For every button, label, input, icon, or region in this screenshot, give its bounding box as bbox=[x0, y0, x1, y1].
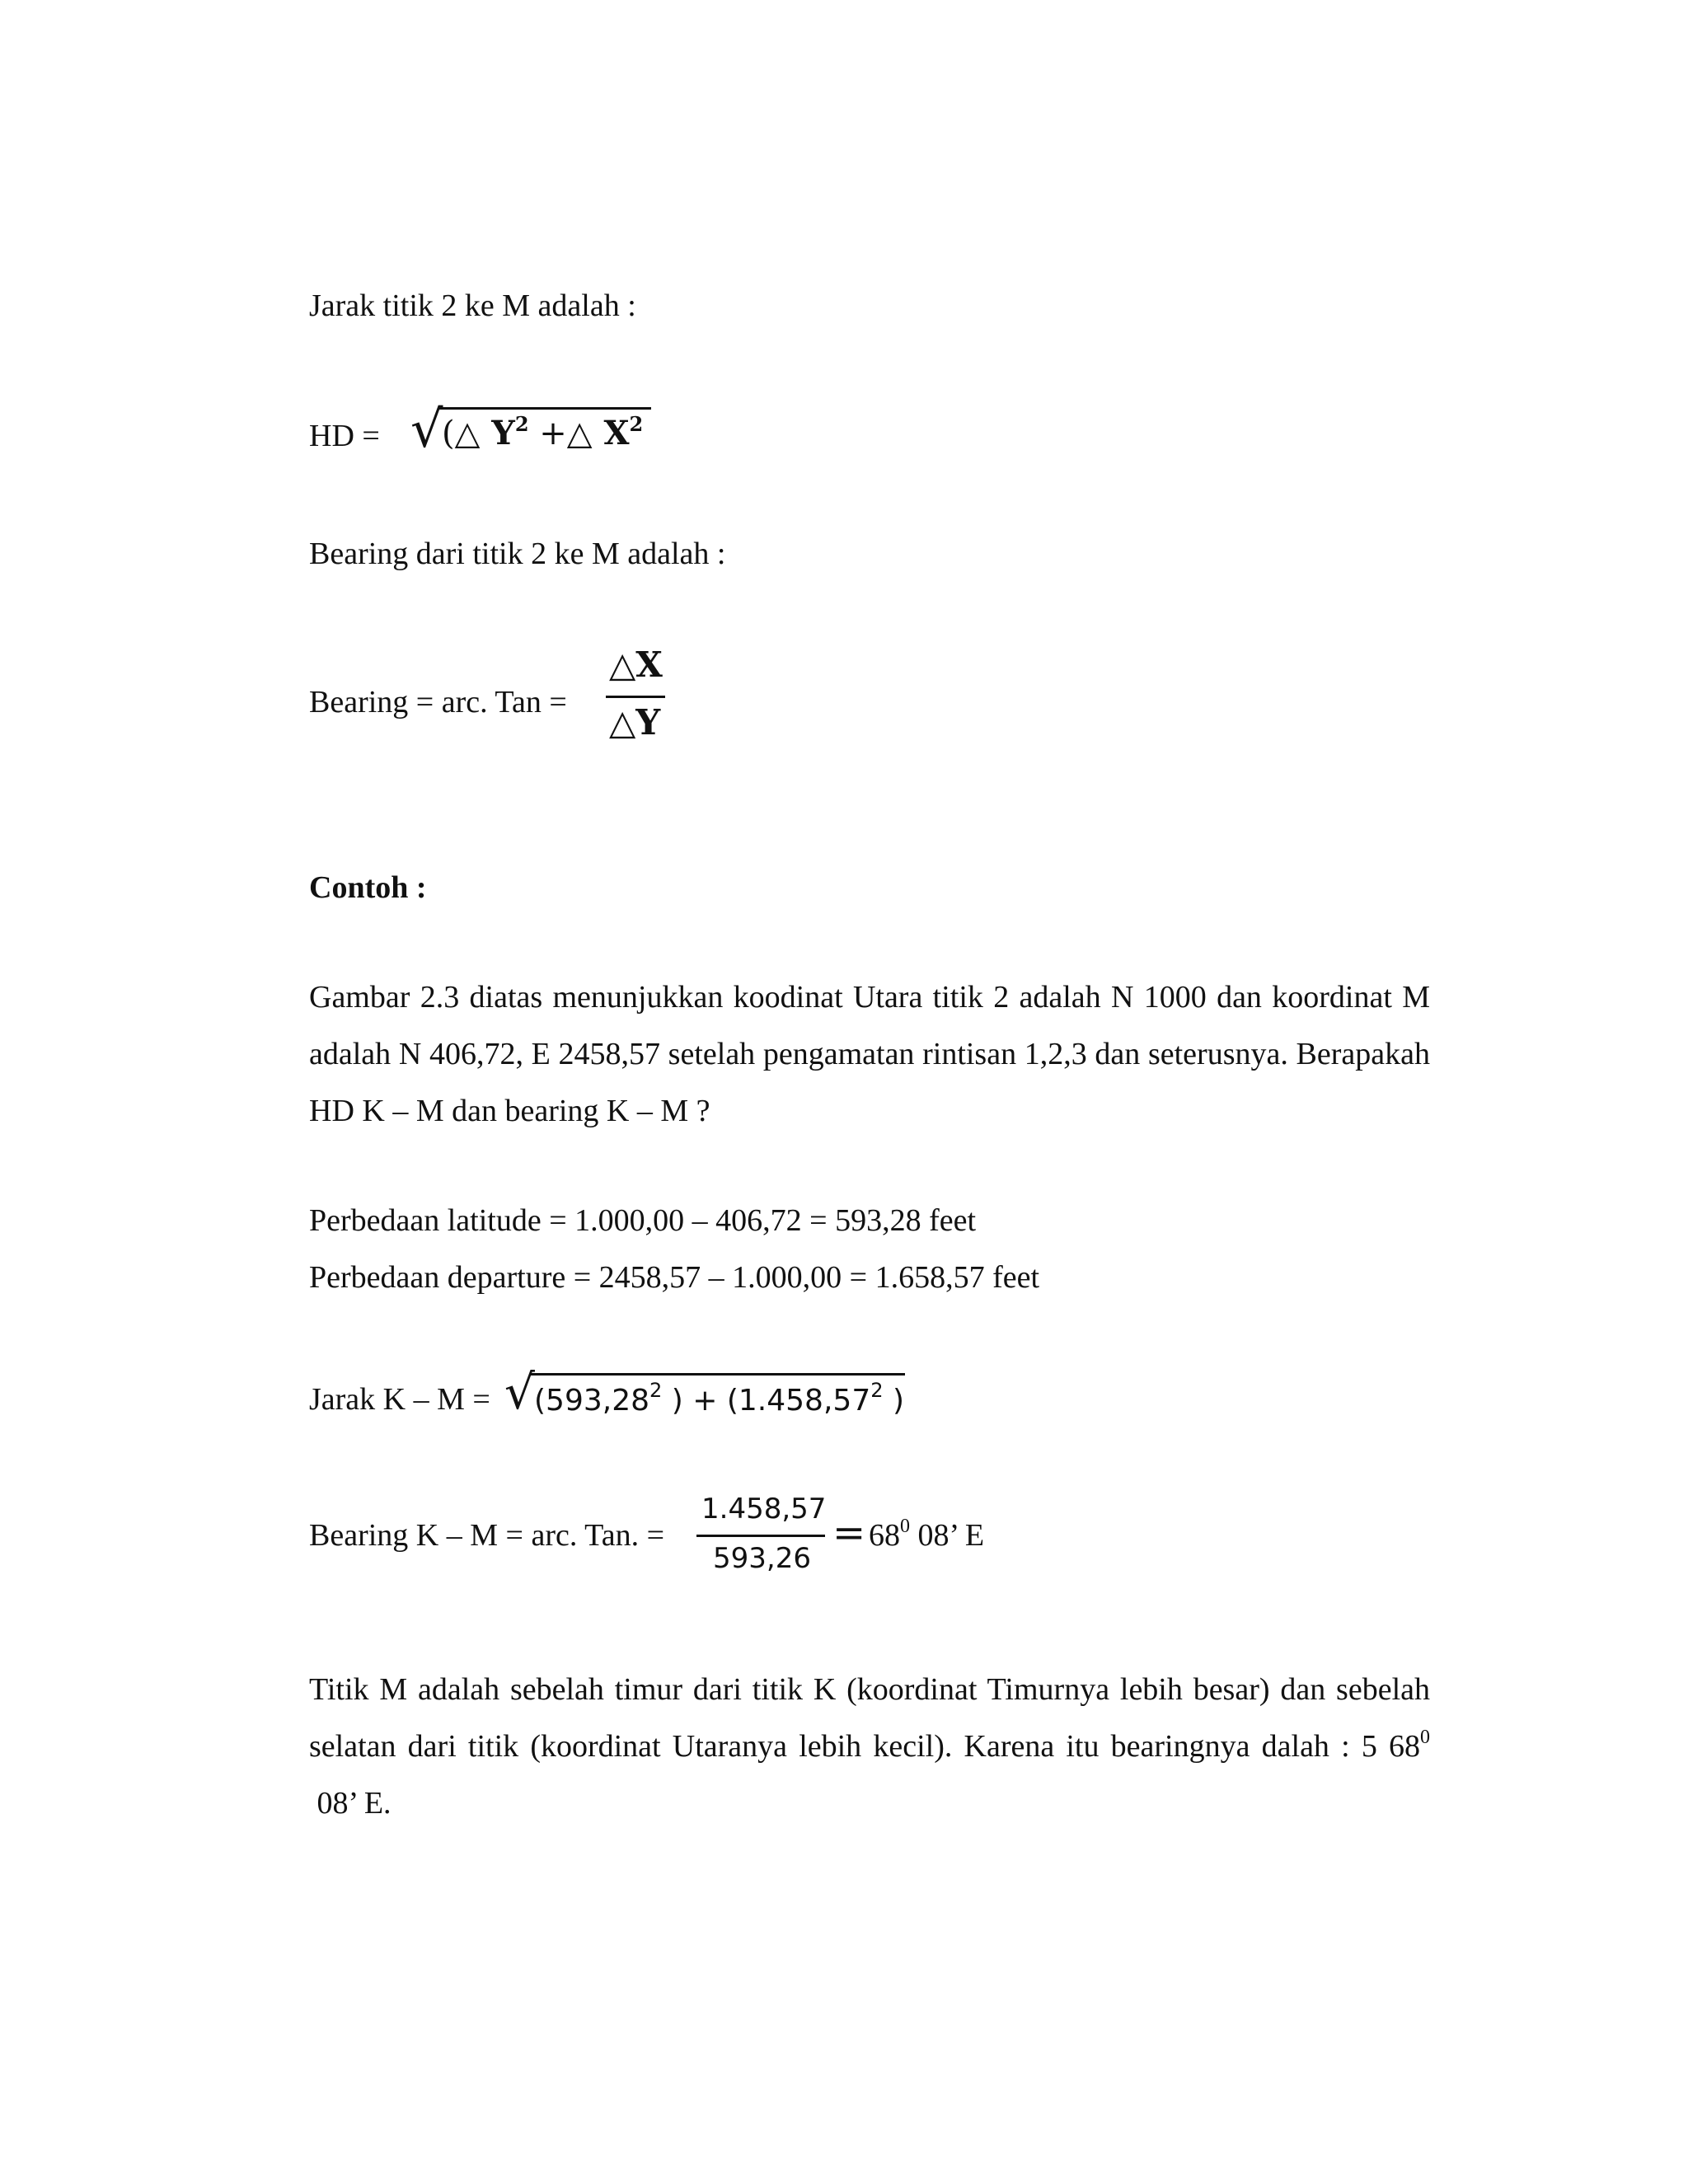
bearing-km-denominator: 593,26 bbox=[713, 1542, 811, 1575]
conclusion-degree-sup: 0 bbox=[1420, 1727, 1430, 1748]
result-degree-sup: 0 bbox=[900, 1516, 910, 1537]
hd-expression bbox=[442, 412, 644, 452]
exp-1: 2 bbox=[649, 1379, 663, 1402]
departure-difference: Perbedaan departure = 2458,57 – 1.000,00 = 1.658,57 feet bbox=[309, 1260, 1040, 1295]
bearing-km-fraction-bar bbox=[696, 1535, 825, 1537]
delta-x: △ X bbox=[566, 414, 630, 452]
fraction-denominator: △Y bbox=[609, 702, 661, 743]
distance-label: Jarak K – M = bbox=[309, 1382, 490, 1417]
hd-formula bbox=[410, 399, 658, 463]
example-heading: Contoh : bbox=[309, 870, 427, 905]
fraction-numerator: △X bbox=[609, 644, 663, 685]
fraction-bar bbox=[606, 696, 665, 698]
term-1458: (1.458,57 bbox=[726, 1384, 871, 1418]
bearing-fraction bbox=[606, 644, 672, 747]
bearing-label: Bearing = arc. Tan = bbox=[309, 685, 567, 719]
conclusion-paragraph bbox=[309, 1661, 1430, 1832]
conclusion-text: Titik M adalah sebelah timur dari titik K (koordinat Timurnya lebih besar) dan sebelah selatan dari titik (koordinat Utaranya lebih kecil). Karena itu bearingnya dalah : 5 68 bbox=[309, 1672, 1430, 1764]
bearing-km-numerator: 1.458,57 bbox=[701, 1493, 827, 1526]
distance-expression bbox=[534, 1379, 904, 1418]
bearing-km-label: Bearing K – M = arc. Tan. = bbox=[309, 1518, 665, 1553]
close-1: ) bbox=[662, 1384, 683, 1418]
plus-sign-distance: + bbox=[682, 1384, 727, 1418]
delta-y: △ Y bbox=[454, 414, 515, 452]
bearing-km-result bbox=[869, 1516, 985, 1553]
sqrt-symbol: √ bbox=[410, 399, 443, 459]
heading-bearing-2-to-m: Bearing dari titik 2 ke M adalah : bbox=[309, 537, 726, 571]
paren-open: ( bbox=[442, 415, 455, 452]
hd-label: HD = bbox=[309, 419, 380, 453]
sqrt-symbol-distance: √ bbox=[504, 1364, 535, 1420]
result-degrees: 68 bbox=[869, 1518, 900, 1553]
latitude-difference: Perbedaan latitude = 1.000,00 – 406,72 = 593,28 feet bbox=[309, 1203, 977, 1238]
term-593: (593,28 bbox=[534, 1384, 650, 1418]
heading-distance-2-to-m: Jarak titik 2 ke M adalah : bbox=[309, 288, 636, 323]
exp-2: 2 bbox=[870, 1379, 884, 1402]
distance-formula bbox=[504, 1364, 908, 1427]
bearing-km-equals: = bbox=[832, 1510, 866, 1556]
exp-y: 2 bbox=[514, 412, 529, 436]
example-paragraph: Gambar 2.3 diatas menunjukkan koodinat Utara titik 2 adalah N 1000 dan koordinat M adalah N 406,72, E 2458,57 setelah pengamatan rintisan 1,2,3 dan seterusnya. Berapakah HD K – M dan bearing K – M ? bbox=[309, 980, 1430, 1128]
close-2: ) bbox=[883, 1384, 904, 1418]
bearing-km-fraction bbox=[696, 1495, 828, 1586]
plus-sign: + bbox=[539, 415, 567, 452]
sqrt-bar bbox=[438, 407, 651, 410]
sqrt-bar-distance bbox=[531, 1373, 905, 1376]
result-minutes: 08’ E bbox=[910, 1518, 985, 1553]
conclusion-end: 08’ E. bbox=[309, 1786, 392, 1821]
exp-x: 2 bbox=[629, 412, 644, 436]
